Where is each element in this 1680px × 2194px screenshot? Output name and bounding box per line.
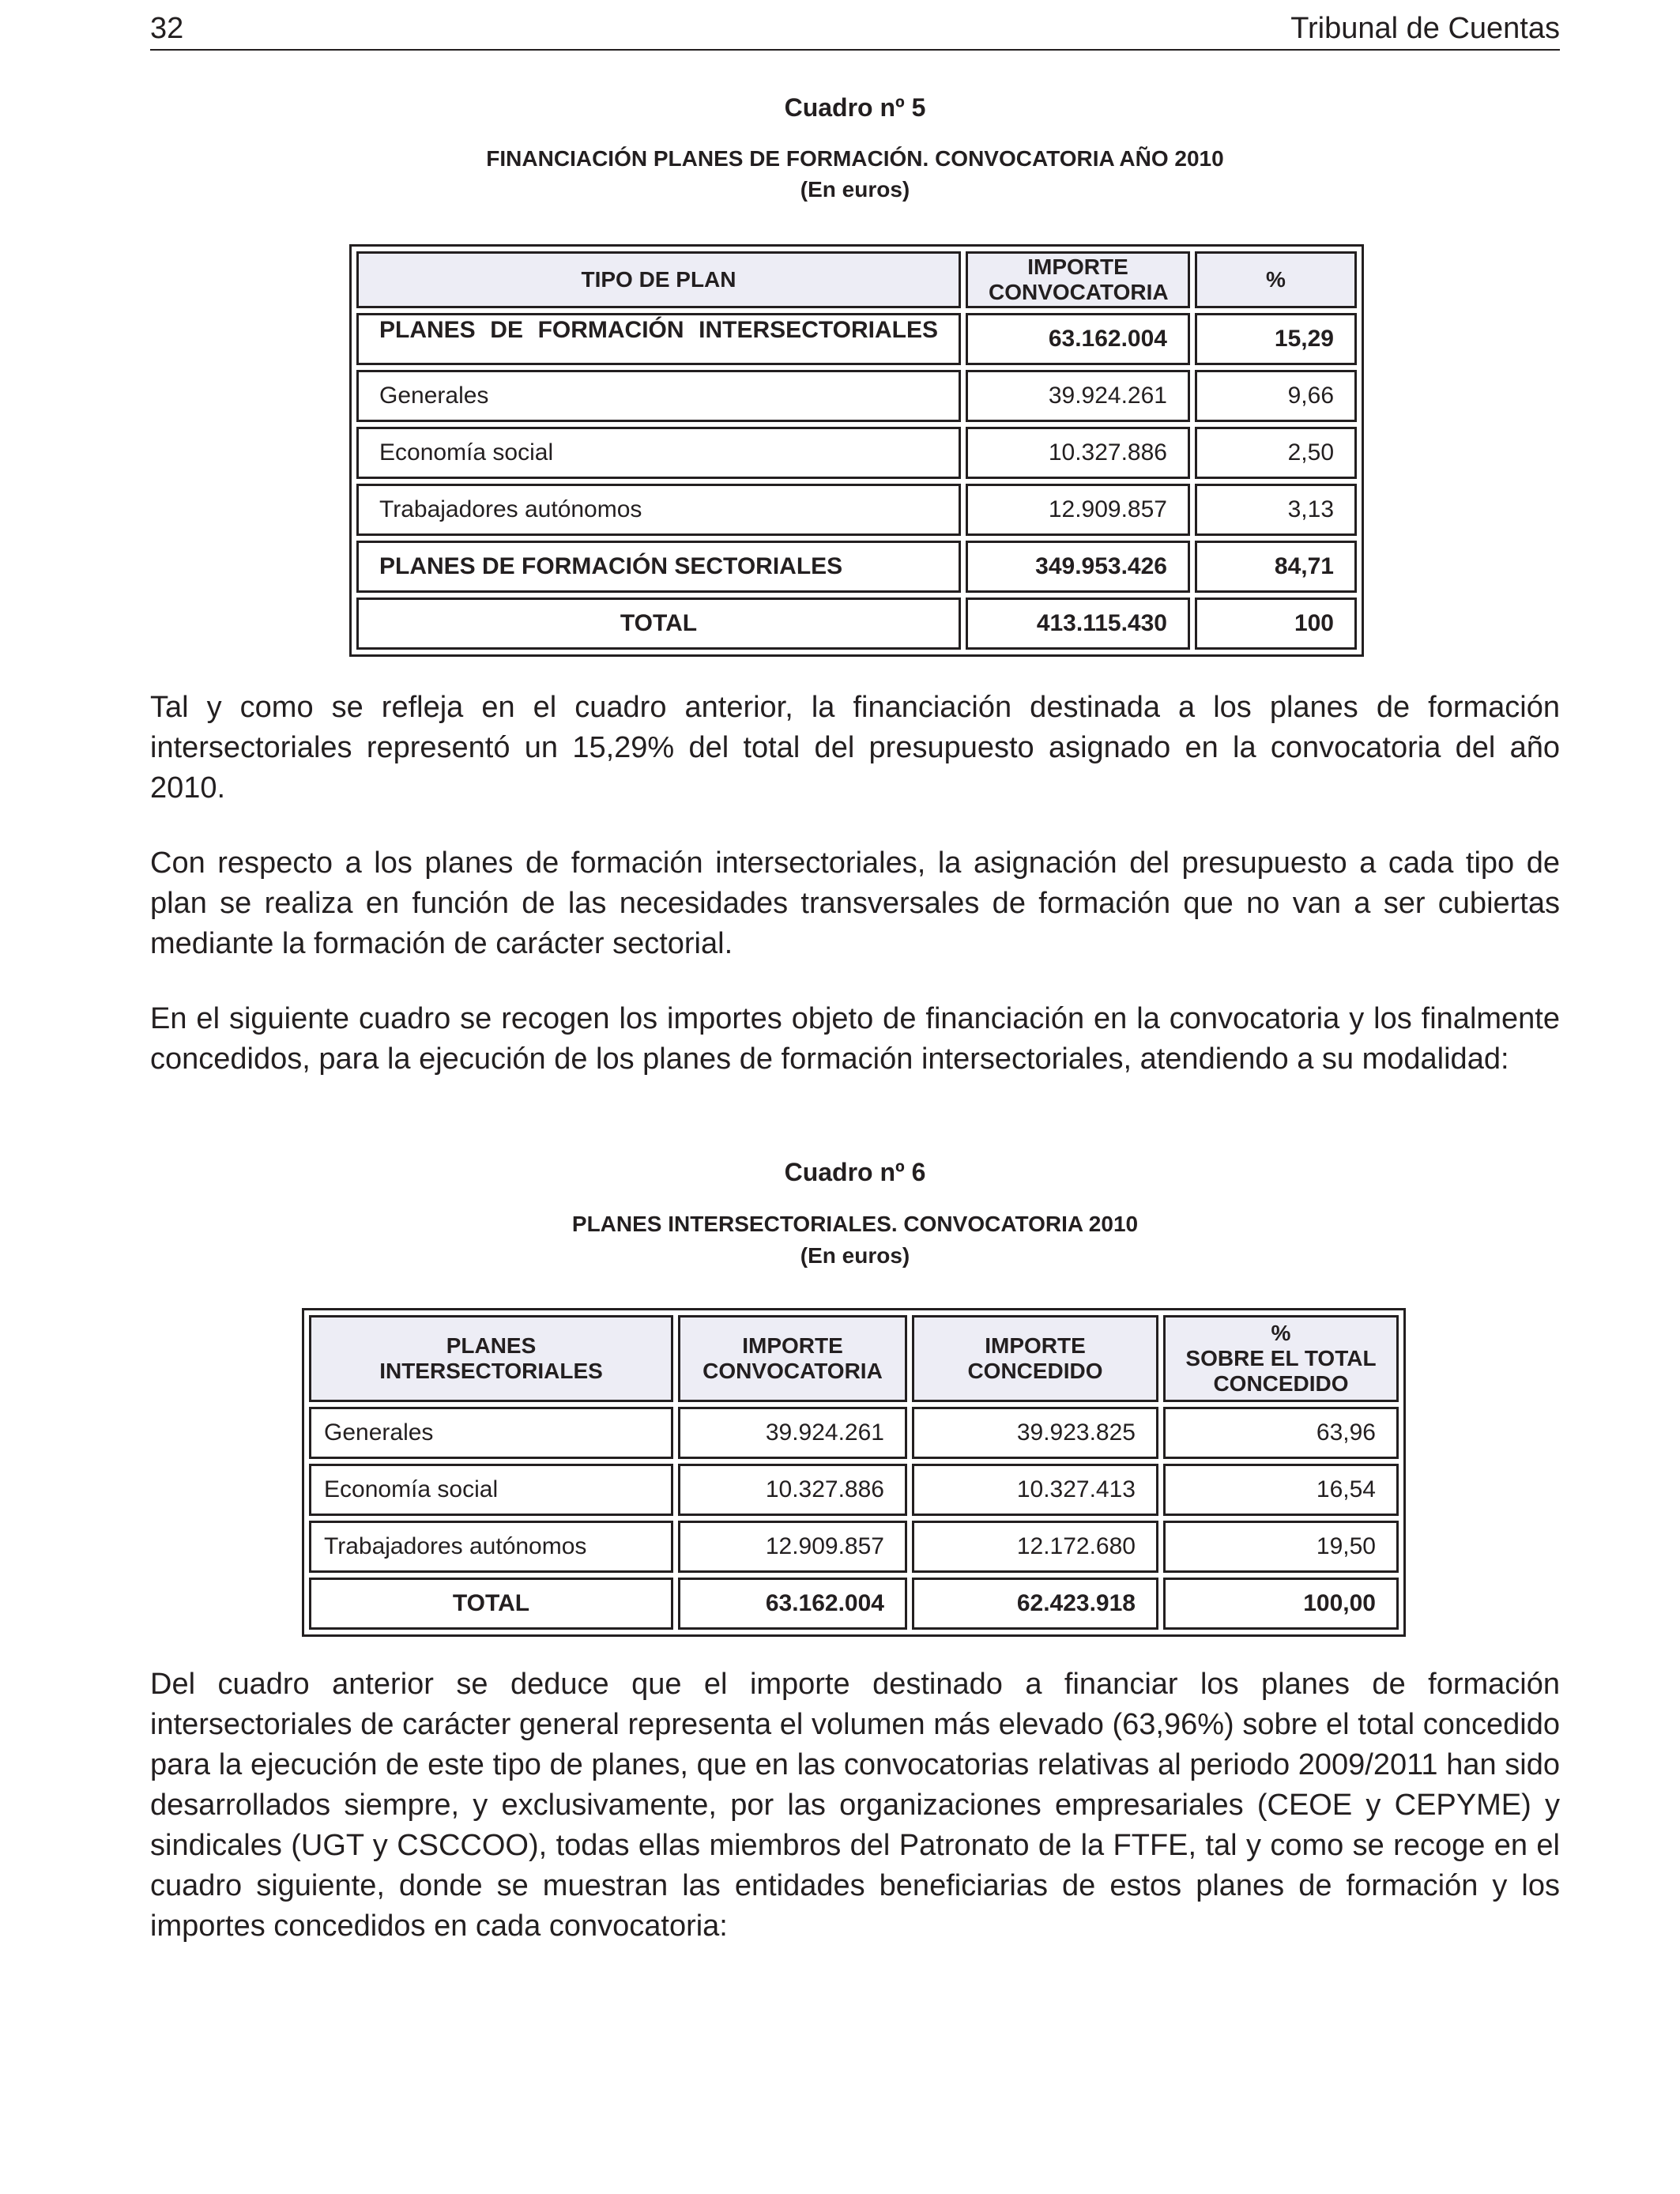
table-row <box>309 1464 1399 1516</box>
col-header-line: CONCEDIDO <box>1213 1371 1349 1396</box>
col-header-line: SOBRE EL TOTAL <box>1185 1346 1377 1370</box>
row-importe: 349.953.426 <box>966 541 1190 593</box>
col-header-importe-convocatoria <box>678 1315 907 1402</box>
row-pct: 63,96 <box>1163 1407 1399 1459</box>
row-pct: 16,54 <box>1163 1464 1399 1516</box>
row-plan-label: Generales <box>309 1407 673 1459</box>
col-header-pct-total <box>1163 1315 1399 1402</box>
cuadro5-title: FINANCIACIÓN PLANES DE FORMACIÓN. CONVOCATORIA AÑO 2010 <box>486 146 1224 171</box>
col-header-line: IMPORTE <box>742 1333 843 1358</box>
row-concedido: 10.327.413 <box>912 1464 1158 1516</box>
col-header-line: PLANES <box>446 1333 537 1358</box>
total-pct: 100,00 <box>1163 1578 1399 1630</box>
row-importe: 12.909.857 <box>966 484 1190 536</box>
row-pct: 84,71 <box>1195 541 1357 593</box>
row-plan-label: Economía social <box>309 1464 673 1516</box>
col-header-line: INTERSECTORIALES <box>379 1359 603 1383</box>
row-pct: 19,50 <box>1163 1521 1399 1573</box>
cuadro6-title: PLANES INTERSECTORIALES. CONVOCATORIA 2010 <box>571 1212 1139 1236</box>
table-row <box>356 427 1357 479</box>
cuadro5-label: Cuadro nº 5 <box>784 93 926 122</box>
running-head: Tribunal de Cuentas <box>1290 12 1560 45</box>
total-label: TOTAL <box>356 598 961 650</box>
row-plan-label: Trabajadores autónomos <box>356 484 961 536</box>
table-total-row <box>356 598 1357 650</box>
cuadro6-table <box>302 1308 1406 1637</box>
total-label: TOTAL <box>309 1578 673 1630</box>
row-pct: 15,29 <box>1195 313 1357 365</box>
table-header-row <box>309 1315 1399 1402</box>
row-convocatoria: 12.909.857 <box>678 1521 907 1573</box>
row-pct: 2,50 <box>1195 427 1357 479</box>
row-pct: 9,66 <box>1195 370 1357 422</box>
total-concedido: 62.423.918 <box>912 1578 1158 1630</box>
col-header-pct: % <box>1195 251 1357 308</box>
table-row <box>356 313 1357 365</box>
cuadro6-subtitle: (En euros) <box>800 1243 910 1268</box>
row-convocatoria: 10.327.886 <box>678 1464 907 1516</box>
col-header-tipo: TIPO DE PLAN <box>356 251 961 308</box>
total-importe: 413.115.430 <box>966 598 1190 650</box>
paragraph-1: Tal y como se refleja en el cuadro anterior, la financiación destinada a los planes de formación intersectoriales representó un 15,29% del total del presupuesto asignado en la convocatoria del año 2010. <box>150 691 1560 805</box>
page-header <box>150 9 1560 51</box>
col-header-planes <box>309 1315 673 1402</box>
col-header-importe-concedido <box>912 1315 1158 1402</box>
paragraph-2: Con respecto a los planes de formación intersectoriales, la asignación del presupuesto a cada tipo de plan se realiza en función de las necesidades transversales de formación que no van a ser cubiertas mediante la formación de carácter sectorial. <box>150 846 1560 960</box>
row-plan-label: PLANES DE FORMACIÓN INTERSECTORIALES <box>356 313 961 365</box>
table-row <box>356 541 1357 593</box>
row-importe: 63.162.004 <box>966 313 1190 365</box>
row-importe: 10.327.886 <box>966 427 1190 479</box>
row-plan-label: Economía social <box>356 427 961 479</box>
cuadro5-table <box>349 244 1364 657</box>
table-row <box>356 484 1357 536</box>
row-concedido: 12.172.680 <box>912 1521 1158 1573</box>
table-row <box>309 1407 1399 1459</box>
paragraph-3: En el siguiente cuadro se recogen los importes objeto de financiación en la convocatoria y los finalmente concedidos, para la ejecución de los planes de formación intersectoriales, atendiendo a su modalidad: <box>150 1002 1560 1076</box>
table-row <box>309 1521 1399 1573</box>
col-header-line: CONVOCATORIA <box>703 1359 883 1383</box>
cuadro6-label: Cuadro nº 6 <box>784 1158 926 1186</box>
cuadro5-subtitle: (En euros) <box>800 177 910 202</box>
row-concedido: 39.923.825 <box>912 1407 1158 1459</box>
page-number: 32 <box>150 12 184 45</box>
total-convocatoria: 63.162.004 <box>678 1578 907 1630</box>
row-plan-label: PLANES DE FORMACIÓN SECTORIALES <box>356 541 961 593</box>
col-header-line: % <box>1271 1321 1291 1345</box>
table-row <box>356 370 1357 422</box>
row-pct: 3,13 <box>1195 484 1357 536</box>
row-plan-label: Trabajadores autónomos <box>309 1521 673 1573</box>
col-header-importe: IMPORTE CONVOCATORIA <box>966 251 1190 308</box>
table-header-row <box>356 251 1357 308</box>
row-convocatoria: 39.924.261 <box>678 1407 907 1459</box>
row-importe: 39.924.261 <box>966 370 1190 422</box>
col-header-line: IMPORTE <box>985 1333 1086 1358</box>
paragraph-4: Del cuadro anterior se deduce que el importe destinado a financiar los planes de formación intersectoriales de carácter general representa el volumen más elevado (63,96%) sobre el total concedido para la ejecución de este tipo de planes, que en las convocatorias relativas al periodo 2009/2011 han sido desarrollados siempre, y exclusivamente, por las organizaciones empresariales (CEOE y CEPYME) y sindicales (UGT y CSCCOO), todas ellas miembros del Patronato de la FTFE, tal y como se recoge en el cuadro siguiente, donde se muestran las entidades beneficiarias de estos planes de formación y los importes concedidos en cada convocatoria: <box>150 1668 1560 1943</box>
total-pct: 100 <box>1195 598 1357 650</box>
table-total-row <box>309 1578 1399 1630</box>
row-plan-label: Generales <box>356 370 961 422</box>
col-header-line: CONCEDIDO <box>967 1359 1103 1383</box>
